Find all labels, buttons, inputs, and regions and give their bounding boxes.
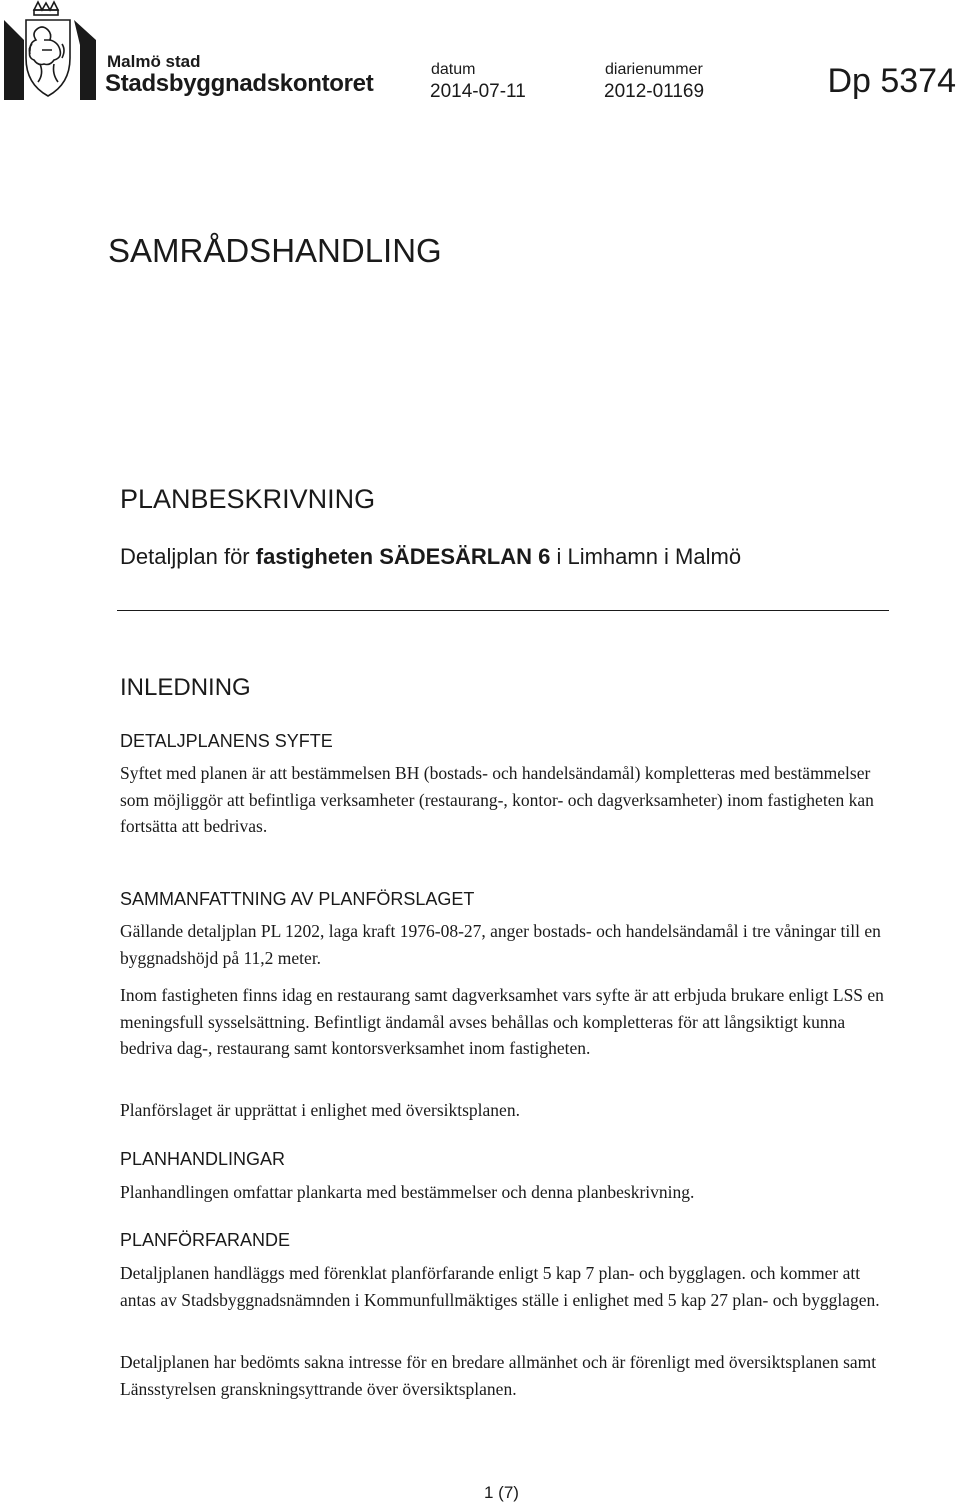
subtitle-suffix: i Limhamn i Malmö (550, 544, 742, 569)
paragraph-planforfarande-2: Detaljplanen har bedömts sakna intresse för en bredare allmänhet och är förenligt med översiktsplanen samt Länsstyrelsen granskningsyttrande över översiktsplanen. (120, 1352, 877, 1399)
datum-value: 2014-07-11 (430, 81, 526, 102)
paragraph-sammanfattning-1: Gällande detaljplan PL 1202, laga kraft 1976-08-27, anger bostads- och handelsändamål i tre våningar till en byggnadshöjd på 11,2 meter. (120, 921, 881, 968)
version-stamp (0, 1445, 2, 1492)
document-stage: SAMRÅDSHANDLING (108, 232, 442, 269)
subtitle-prefix: Detaljplan för (120, 544, 256, 569)
org-city-name: Malmö stad (107, 52, 201, 71)
plan-number: Dp 5374 (827, 62, 956, 100)
subtitle-property: fastigheten SÄDESÄRLAN 6 (255, 544, 551, 569)
paragraph-sammanfattning-2: Inom fastigheten finns idag en restaurang samt dagverksamhet vars syfte är att erbjuda brukare enligt LSS en meningsfull sysselsättning. Befintligt ändamål avses behållas och kompletteras för att långsiktigt kunna bedriva dag-, restaurang samt kontorsverksamhet inom fastigheten. (120, 985, 884, 1058)
heading-planforfarande: PLANFÖRFARANDE (120, 1230, 291, 1250)
page-number: 1 (7) (484, 1483, 519, 1502)
paragraph-planhandlingar: Planhandlingen omfattar plankarta med bestämmelser och denna planbeskrivning. (120, 1182, 695, 1202)
paragraph-syfte: Syftet med planen är att bestämmelsen BH (bostads- och handelsändamål) kompletteras med bestämmelser som möjliggör att befintliga verksamheter (restaurang-, kontor- och dagverksamheter) inom fastigheten kan fortsätta att bedrivas. (120, 763, 874, 836)
paragraph-planforfarande-1: Detaljplanen handläggs med förenklat planförfarande enligt 5 kap 7 plan- och bygglagen. och kommer att antas av Stadsbyggnadsnämnden i Kommunfullmäktiges ställe i enlighet med 5 kap 27 plan- och bygglagen. (120, 1263, 880, 1310)
org-logo (0, 0, 400, 100)
heading-planhandlingar: PLANHANDLINGAR (120, 1149, 286, 1169)
paragraph-sammanfattning-3: Planförslaget är upprättat i enlighet med översiktsplanen. (120, 1100, 520, 1120)
datum-label: datum (431, 61, 476, 78)
section-heading-inledning: INLEDNING (120, 674, 251, 701)
title-divider (117, 610, 889, 611)
heading-sammanfattning: SAMMANFATTNING AV PLANFÖRSLAGET (120, 889, 475, 909)
diarienummer-label: diarienummer (605, 61, 703, 78)
document-type: PLANBESKRIVNING (120, 484, 376, 514)
diarienummer-value: 2012-01169 (604, 81, 705, 102)
malmo-griffin-emblem-icon (0, 0, 96, 100)
document-subtitle (120, 544, 741, 570)
heading-syfte: DETALJPLANENS SYFTE (120, 731, 333, 751)
org-office-name: Stadsbyggnadskontoret (105, 70, 374, 97)
